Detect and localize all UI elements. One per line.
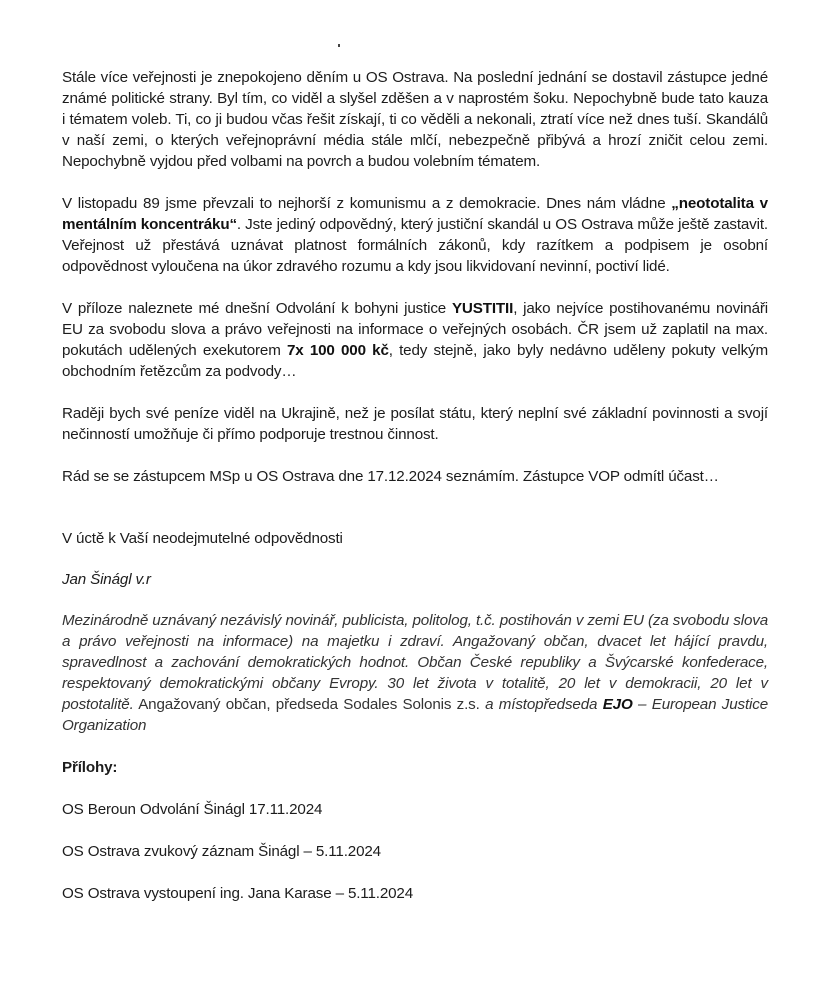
- attachment-item: OS Beroun Odvolání Šinágl 17.11.2024: [62, 801, 323, 818]
- emphasis-fine-amount: 7x 100 000 kč: [286, 342, 389, 359]
- paragraph-text: , jako nejvíce postihovanému novináři EU za svobodu slova a právo veřejnosti na informace o veřejných osobách. ČR jsem už zaplatil na max. pokutách udělených exekutorem: [62, 300, 768, 359]
- bio-text: Mezinárodně uznávaný nezávislý novinář, publicista, politolog, t.č. postihován v zemi EU (za svobodu slova a právo veřejnosti na informace) na majetku i zdraví. Angažovaný občan, dvacet let hájící pravdu, spravedlnost a zachování demokratických hodnot. Občan České republiky a Švýcarské konfederace, respektovaný demokratickými občany Evropy. 30 let života v totalitě, 20 let v demokracii, 20 let v postotalitě.: [62, 612, 768, 713]
- paragraph-neototalita: [62, 193, 768, 277]
- attachment-item: OS Ostrava vystoupení ing. Jana Karase – 5.11.2024: [62, 885, 414, 902]
- letter-body: [62, 67, 768, 904]
- paragraph-text: . Jste jediný odpovědný, který justiční skandál u OS Ostrava může ještě zastavit. Veřejnost už přestává uznávat platnost formálních zákonů, kdy razítkem a podpisem je osobní odpovědnost vyloučena na úkor zdravého rozumu a kdy jsou likvidovaní nevinní, poctiví lidé.: [62, 216, 768, 275]
- paragraph-text: V listopadu 89 jsme převzali to nejhorší z komunismu a z demokracie. Dnes nám vládne: [62, 195, 672, 212]
- closing-salutation: V úctě k Vaší neodejmutelné odpovědnosti: [62, 530, 343, 547]
- paragraph-text: , tedy stejně, jako byly nedávno uděleny pokuty velkým obchodním řetězcům za podvody…: [62, 342, 768, 380]
- emphasis-yustitii: YUSTITII: [451, 300, 514, 317]
- paragraph-public-concern: Stále více veřejnosti je znepokojeno děním u OS Ostrava. Na poslední jednání se dostavil zástupce jedné známé politické strany. Byl tím, co viděl a slyšel zděšen a v naprostém šoku. Nepochybně bude tato kauza i tématem voleb. Ti, co ji budou včas řešit získají, ti co věděli a nekonali, ztratí více než dnes tuší. Skandálů v naší zemi, o kterých veřejnoprávní média stále mlčí, nebezpečně přibývá a hrozí zničit celou zemi. Nepochybně vyjdou před volbami na povrch a budou volebním tématem.: [62, 69, 768, 170]
- paragraph-text: V příloze naleznete mé dnešní Odvolání k bohyni justice: [62, 300, 452, 317]
- attachments-heading: Přílohy:: [62, 759, 118, 776]
- signature: Jan Šinágl v.r: [62, 571, 151, 588]
- paragraph-ukraine: Raději bych své peníze viděl na Ukrajině, než je posílat státu, který neplní své základní povinnosti a svojí nečinností umožňuje či přímo podporuje trestnou činnost.: [62, 405, 768, 443]
- scan-speck: [338, 44, 340, 47]
- author-bio: [62, 610, 768, 736]
- emphasis-neototalita: „neototalita v mentálním koncentráku“: [62, 195, 768, 233]
- paragraph-attachment-appeal: [62, 298, 768, 382]
- bio-ejo: EJO: [602, 696, 633, 713]
- bio-text-upright: Angažovaný občan, předseda Sodales Solonis z.s.: [133, 696, 480, 713]
- attachment-item: OS Ostrava zvukový záznam Šinágl – 5.11.2024: [62, 843, 381, 860]
- paragraph-meeting: Rád se se zástupcem MSp u OS Ostrava dne 17.12.2024 seznámím. Zástupce VOP odmítl účast…: [62, 468, 719, 485]
- bio-text: – European Justice Organization: [62, 696, 768, 734]
- bio-text: a místopředseda: [479, 696, 603, 713]
